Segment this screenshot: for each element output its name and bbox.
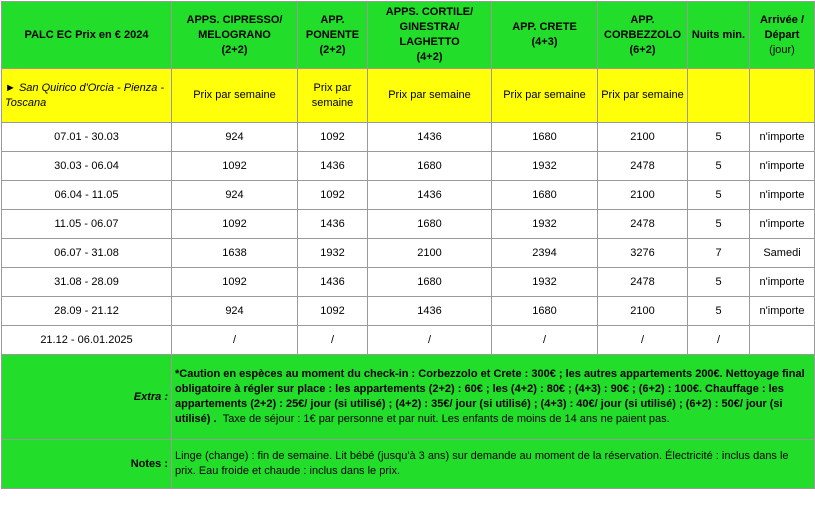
location-row [2,69,815,123]
price-cell: 3276 [598,239,688,268]
arrival-cell: n'importe [750,181,815,210]
price-cell: 924 [172,123,298,152]
col-header-cortile: APPS. CORTILE/ GINESTRA/ LAGHETTO (4+2) [368,2,492,69]
notes-row [2,440,815,489]
table-row [2,210,815,239]
period-cell: 06.04 - 11.05 [2,181,172,210]
price-table [1,1,815,489]
price-cell: 2478 [598,268,688,297]
nights-cell: / [688,326,750,355]
arrival-cell: n'importe [750,268,815,297]
price-cell: 2394 [492,239,598,268]
table-row [2,123,815,152]
arrival-cell: n'importe [750,152,815,181]
per-week-label: Prix par semaine [598,69,688,123]
empty-cell [750,69,815,123]
col-header-cipresso: APPS. CIPRESSO/ MELOGRANO (2+2) [172,2,298,69]
location-label: ► San Quirico d'Orcia - Pienza - Toscana [2,69,172,123]
extra-row [2,355,815,440]
col-header-ponente: APP. PONENTE (2+2) [298,2,368,69]
notes-text: Linge (change) : fin de semaine. Lit bébé (jusqu'à 3 ans) sur demande au moment de la réservation. Électricité : inclus dans le prix. Eau froide et chaude : inclus dans le prix. [172,440,815,489]
table-row [2,239,815,268]
col-header-nights-min: Nuits min. [688,2,750,69]
arrival-cell: n'importe [750,123,815,152]
price-cell: 1680 [492,181,598,210]
price-cell: 2100 [598,123,688,152]
per-week-label: Prix par semaine [172,69,298,123]
nights-cell: 5 [688,123,750,152]
price-cell: 1680 [368,210,492,239]
nights-cell: 5 [688,152,750,181]
price-cell: 1436 [298,152,368,181]
price-cell: 2478 [598,210,688,239]
price-cell: 2478 [598,152,688,181]
price-cell: 1436 [298,268,368,297]
per-week-label: Prix par semaine [492,69,598,123]
price-cell: / [172,326,298,355]
table-row [2,181,815,210]
period-cell: 07.01 - 30.03 [2,123,172,152]
per-week-label: Prix par semaine [298,69,368,123]
nights-cell: 5 [688,210,750,239]
period-cell: 11.05 - 06.07 [2,210,172,239]
price-cell: 1680 [368,152,492,181]
arrival-cell: Samedi [750,239,815,268]
price-cell: 1436 [298,210,368,239]
header-row [2,2,815,69]
period-cell: 30.03 - 06.04 [2,152,172,181]
table-row [2,297,815,326]
extra-label: Extra : [2,355,172,440]
period-cell: 21.12 - 06.01.2025 [2,326,172,355]
col-header-crete: APP. CRETE (4+3) [492,2,598,69]
price-cell: 1092 [172,210,298,239]
period-cell: 06.07 - 31.08 [2,239,172,268]
nights-cell: 7 [688,239,750,268]
col-header-corbezzolo: APP. CORBEZZOLO (6+2) [598,2,688,69]
table-row [2,326,815,355]
price-cell: 1680 [492,123,598,152]
price-cell: 1680 [368,268,492,297]
price-cell: / [598,326,688,355]
price-cell: 1638 [172,239,298,268]
table-row [2,268,815,297]
price-cell: 1932 [492,152,598,181]
price-cell: 1932 [492,210,598,239]
price-cell: 2100 [598,297,688,326]
col-header-arrival: Arrivée / Départ (jour) [750,2,815,69]
price-cell: 1680 [492,297,598,326]
price-cell: 1092 [172,268,298,297]
arrival-cell [750,326,815,355]
period-cell: 28.09 - 21.12 [2,297,172,326]
per-week-label: Prix par semaine [368,69,492,123]
price-cell: 1436 [368,297,492,326]
price-cell: 2100 [598,181,688,210]
table-title: PALC EC Prix en € 2024 [2,2,172,69]
arrival-cell: n'importe [750,297,815,326]
arrival-cell: n'importe [750,210,815,239]
price-cell: 2100 [368,239,492,268]
price-cell: 1092 [298,123,368,152]
price-cell: 1092 [298,297,368,326]
price-cell: 924 [172,297,298,326]
price-cell: 1436 [368,181,492,210]
period-cell: 31.08 - 28.09 [2,268,172,297]
notes-label: Notes : [2,440,172,489]
price-cell: 1436 [368,123,492,152]
nights-cell: 5 [688,181,750,210]
empty-cell [688,69,750,123]
price-cell: / [298,326,368,355]
table-row [2,152,815,181]
price-cell: 1092 [298,181,368,210]
price-cell: / [368,326,492,355]
nights-cell: 5 [688,297,750,326]
price-cell: 1932 [298,239,368,268]
nights-cell: 5 [688,268,750,297]
price-cell: 924 [172,181,298,210]
extra-text: *Caution en espèces au moment du check-in : Corbezzolo et Crete : 300€ ; les autres appartements 200€. Nettoyage final obligatoire à régler sur place : les appartements (2+2) : 60€ ; les (4+2) : 80€ ; (4+3) : 90€ ; (6+2) : 100€. Chauffage : les appartements (2+2) : 25€/ jour (si utilisé) ; (4+2) : 35€/ jour (si utilisé) ; (4+3) : 40€/ jour (si utilisé) ; (6+2) : 50€/ jour (si utilisé) . Taxe de séjour : 1€ par personne et par nuit. Les enfants de moins de 14 ans ne paient pas. [172,355,815,440]
price-cell: 1932 [492,268,598,297]
price-cell: / [492,326,598,355]
price-cell: 1092 [172,152,298,181]
